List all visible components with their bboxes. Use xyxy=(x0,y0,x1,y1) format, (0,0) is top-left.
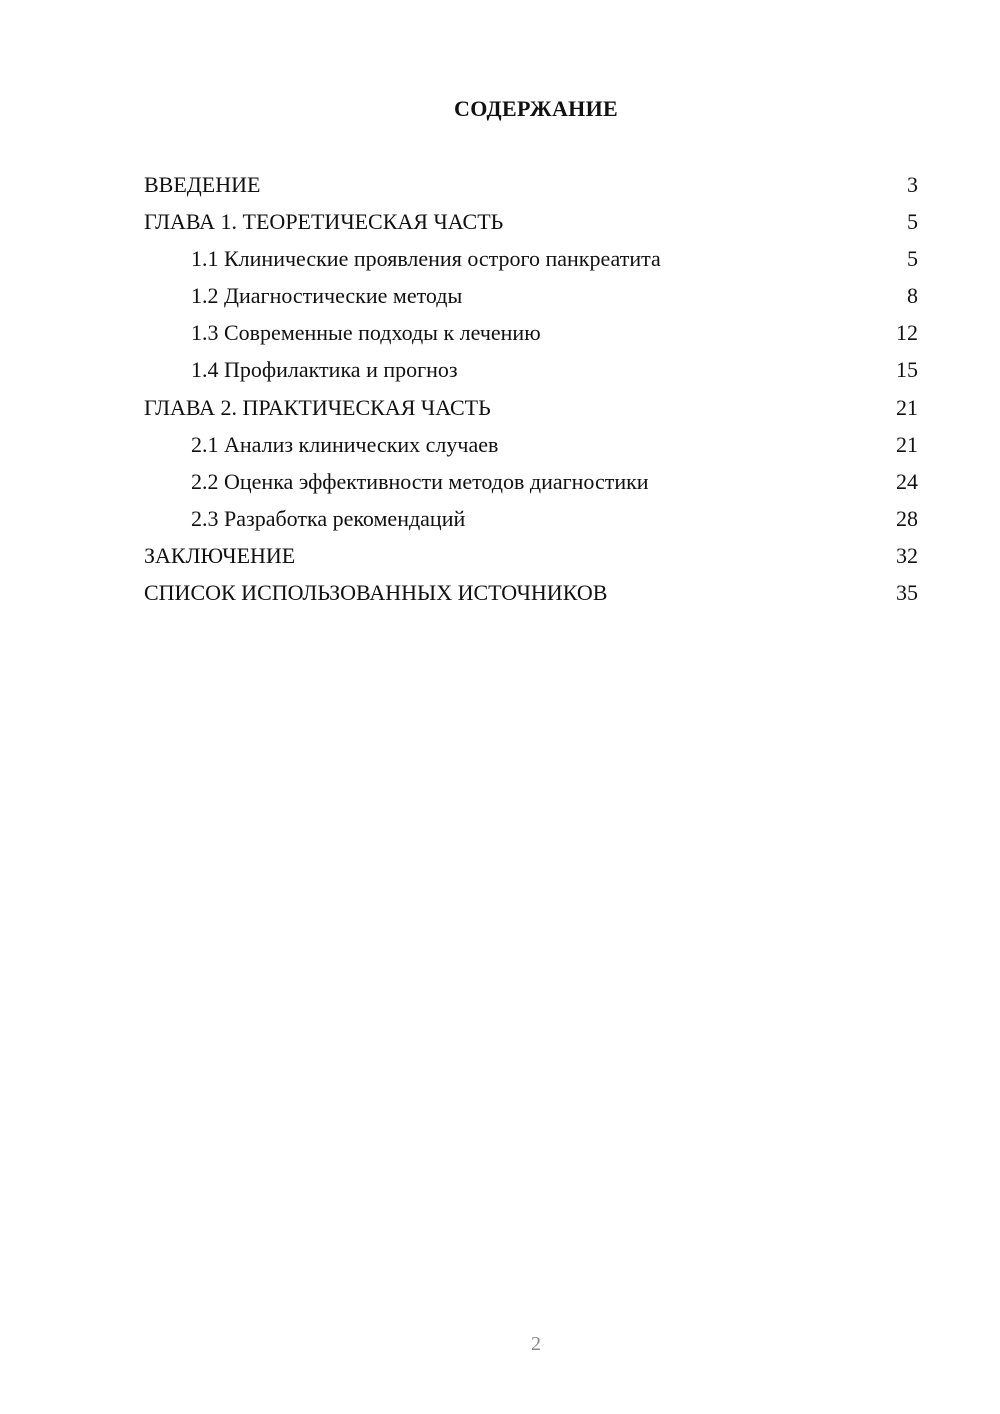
toc-entry-page: 3 xyxy=(907,172,918,197)
toc-entry-label: 1.1 Клинические проявления острого панкреатита xyxy=(191,246,661,272)
toc-entry-conclusion xyxy=(144,537,918,574)
toc-entry-page: 24 xyxy=(896,468,918,494)
toc-entry-section-1-3 xyxy=(144,314,918,351)
toc-entry-page: 15 xyxy=(896,357,918,383)
table-of-contents xyxy=(144,166,918,611)
toc-entry-label: ЗАКЛЮЧЕНИЕ xyxy=(144,542,296,568)
toc-entry-page: 35 xyxy=(896,580,918,606)
toc-entry-label: 1.3 Современные подходы к лечению xyxy=(191,320,541,346)
toc-entry-page: 21 xyxy=(896,394,918,420)
toc-entry-references xyxy=(144,574,918,611)
toc-entry-label: 2.3 Разработка рекомендаций xyxy=(191,505,466,531)
toc-entry-page: 32 xyxy=(896,542,918,568)
toc-entry-section-2-3 xyxy=(144,500,918,537)
toc-entry-page: 12 xyxy=(896,320,918,346)
toc-entry-chapter-2 xyxy=(144,389,918,426)
toc-entry-page: 28 xyxy=(896,505,918,531)
toc-entry-page: 8 xyxy=(907,283,918,309)
toc-entry-section-1-2 xyxy=(144,277,918,314)
toc-entry-label: 1.4 Профилактика и прогноз xyxy=(191,357,458,383)
page-title: СОДЕРЖАНИЕ xyxy=(454,96,618,121)
page-number: 2 xyxy=(531,1333,541,1355)
toc-entry-label: ВВЕДЕНИЕ xyxy=(144,172,261,197)
toc-entry-chapter-1 xyxy=(144,203,918,240)
toc-entry-label: 1.2 Диагностические методы xyxy=(191,283,463,309)
toc-entry-label: 2.1 Анализ клинических случаев xyxy=(191,431,499,457)
toc-entry-page: 21 xyxy=(896,431,918,457)
toc-entry-section-2-1 xyxy=(144,426,918,463)
toc-entry-label: ГЛАВА 2. ПРАКТИЧЕСКАЯ ЧАСТЬ xyxy=(144,394,491,420)
toc-entry-label: ГЛАВА 1. ТЕОРЕТИЧЕСКАЯ ЧАСТЬ xyxy=(144,209,504,235)
toc-entry-section-1-4 xyxy=(144,351,918,388)
toc-entry-label: 2.2 Оценка эффективности методов диагностики xyxy=(191,468,649,494)
toc-entry-page: 5 xyxy=(907,209,918,235)
toc-entry-introduction xyxy=(144,166,918,203)
toc-entry-page: 5 xyxy=(907,246,918,272)
toc-entry-section-2-2 xyxy=(144,463,918,500)
toc-entry-label: СПИСОК ИСПОЛЬЗОВАННЫХ ИСТОЧНИКОВ xyxy=(144,580,608,606)
toc-entry-section-1-1 xyxy=(144,240,918,277)
